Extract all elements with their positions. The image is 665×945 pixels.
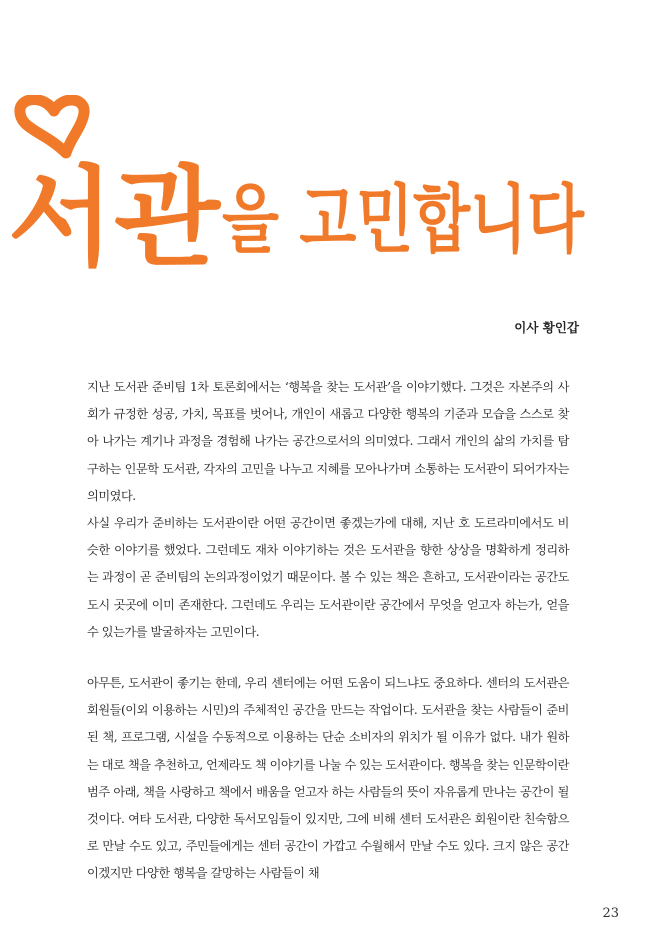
article-body: [87, 374, 569, 888]
author-name: 이사 황인갑: [514, 320, 579, 335]
title-graphic: [0, 95, 665, 285]
page-number: 23: [602, 906, 619, 921]
paragraph: 사실 우리가 준비하는 도서관이란 어떤 공간이면 좋겠는가에 대해, 지난 호 도르라미에서도 비슷한 이야기를 했었다. 그런데도 재차 이야기하는 것은 도서관을 향한 상상을 명확하게 정리하는 과정이 곧 준비팀의 논의과정이었기 때문이다. 볼 수 있는 책은 흔하고, 도서관이라는 공간도 도시 곳곳에 이미 존재한다. 그런데도 우리는 도서관이란 공간에서 무엇을 얻고자 하는가, 얻을 수 있는가를 발굴하자는 고민이다.: [87, 516, 569, 639]
paragraph: 아무튼, 도서관이 좋기는 한데, 우리 센터에는 어떤 도움이 되느냐도 중요하다. 센터의 도서관은 회원들(이외 이용하는 시민)의 주체적인 공간을 만드는 작업이다. 도서관을 찾는 사람들이 준비된 책, 프로그램, 시설을 수동적으로 이용하는 단순 소비자의 위치가 될 이유가 없다. 내가 원하는 대로 책을 추천하고, 언제라도 책 이야기를 나눌 수 있는 도서관이다. 행복을 찾는 인문학이란 범주 아래, 책을 사랑하고 책에서 배움을 얻고자 하는 사람들의 뜻이 자유롭게 만나는 공간이 될 것이다. 여타 도서관, 다양한 독서모임들이 있지만, 그에 비해 센터 도서관은 회원이란 친숙함으로 만날 수도 있고, 주민들에게는 센터 공간이 가깝고 수월해서 만날 수도 있다. 크지 않은 공간이겠지만 다양한 행복을 갈망하는 사람들이 채: [87, 676, 569, 881]
title-part2: 을 고민합니다: [222, 177, 586, 263]
title-part1: 서관: [8, 156, 222, 281]
paragraph: 지난 도서관 준비팀 1차 토론회에서는 ‘행복을 찾는 도서관’을 이야기했다. 그것은 자본주의 사회가 규정한 성공, 가치, 목표를 벗어나, 개인이 새롭고 다양한 행복의 기준과 모습을 스스로 찾아 나가는 계기나 과정을 경험해 나가는 공간으로서의 의미였다. 그래서 개인의 삶의 가치를 탐구하는 인문학 도서관, 각자의 고민을 나누고 지혜를 모아나가며 소통하는 도서관이 되어가자는 의미였다.: [87, 380, 569, 503]
heart-icon: [20, 100, 84, 154]
